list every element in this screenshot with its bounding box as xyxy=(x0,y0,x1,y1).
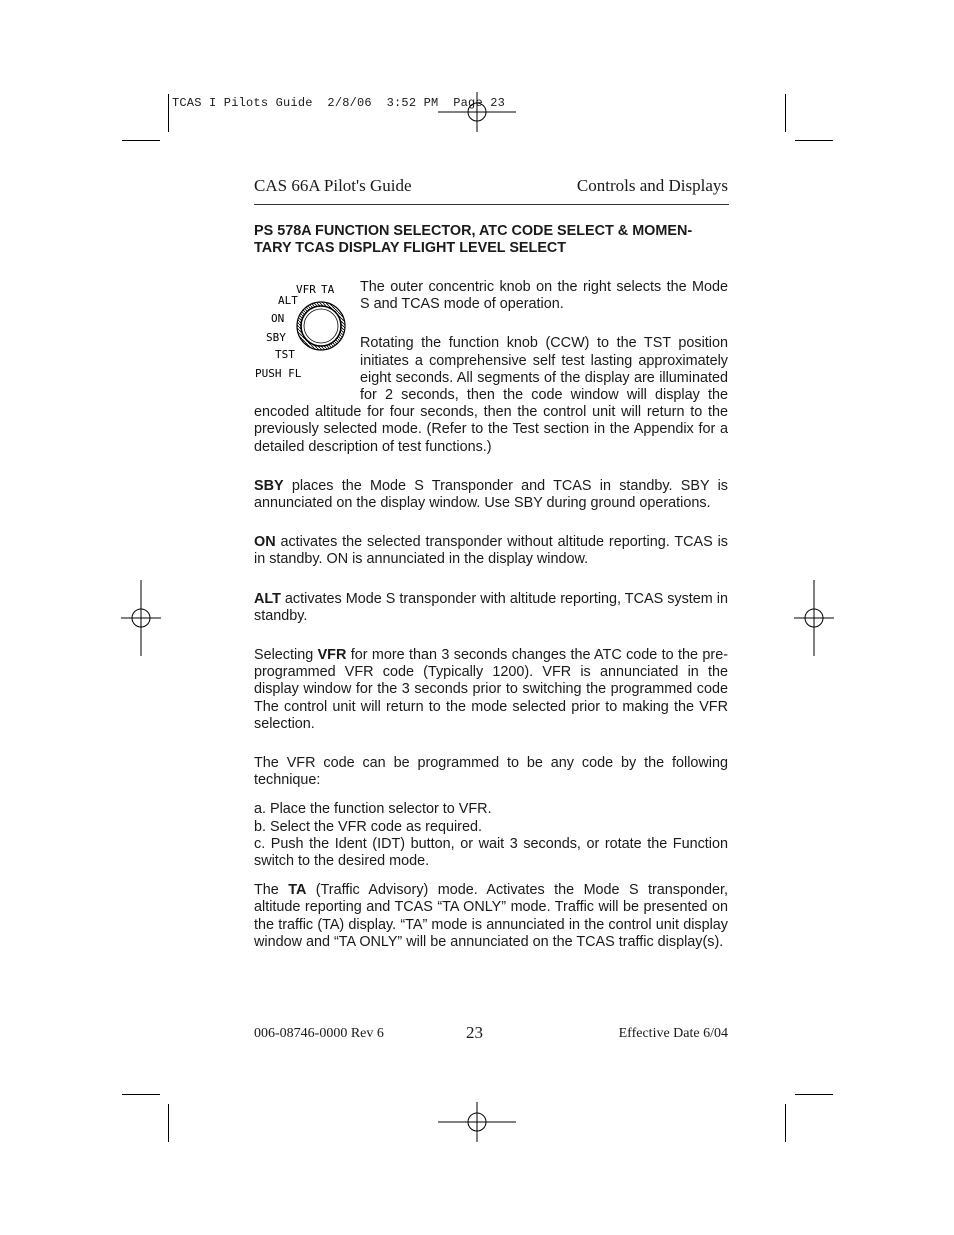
paragraph-alt xyxy=(254,591,728,625)
paragraph-sby xyxy=(254,478,728,512)
term-ta: TA xyxy=(288,882,307,899)
paragraph-on xyxy=(254,534,728,568)
text-ta: (Traffic Advisory) mode. Activates the Mode S transponder, altitude reporting and TCAS “TA ONLY” mode. Traffic will be presented on the traffic (TA) display. “TA” mode is annunciated in the control unit display window and “TA ONLY” will be annunciated on the TCAS traffic display(s). xyxy=(254,882,728,950)
body-content xyxy=(254,279,728,951)
function-selector-knob-icon xyxy=(254,279,355,389)
knob-label-sby: SBY xyxy=(266,331,286,344)
footer-doc-number: 006-08746-0000 Rev 6 xyxy=(254,1026,384,1041)
crop-mark xyxy=(168,94,169,132)
section-title-line: PS 578A FUNCTION SELECTOR, ATC CODE SELECT & MOMEN- xyxy=(254,223,693,239)
crop-mark xyxy=(795,1094,833,1095)
step-b: b. Select the VFR code as required. xyxy=(254,818,482,835)
knob-label-on: ON xyxy=(271,312,285,325)
crop-mark xyxy=(122,1094,160,1095)
registration-mark-icon xyxy=(438,1102,516,1142)
registration-mark-icon xyxy=(794,580,834,656)
print-slug: TCAS I Pilots Guide 2/8/06 3:52 PM Page 23 xyxy=(172,96,506,110)
text-on: activates the selected transponder without altitude reporting. TCAS is in standby. ON is annunciated in the display window. xyxy=(254,534,728,568)
registration-mark-icon xyxy=(121,580,161,656)
paragraph-knob-intro: The outer concentric knob on the right selects the Mode S and TCAS mode of operation. xyxy=(360,279,728,313)
knob-label-push-fl: PUSH FL xyxy=(255,367,302,380)
term-alt: ALT xyxy=(254,590,281,607)
section-title xyxy=(254,223,729,257)
text-alt: activates Mode S transponder with altitude reporting, TCAS system in standby. xyxy=(254,590,728,624)
paragraph-ta xyxy=(254,882,728,951)
header-title: CAS 66A Pilot's Guide xyxy=(254,176,412,195)
crop-mark xyxy=(168,1104,169,1142)
text-sby: places the Mode S Transponder and TCAS in standby. SBY is annunciated on the display window. Use SBY during ground operations. xyxy=(254,477,728,512)
term-sby: SBY xyxy=(254,477,284,494)
term-on: ON xyxy=(254,534,276,551)
paragraph-vfr xyxy=(254,647,728,733)
registration-mark-icon xyxy=(438,92,516,132)
function-selector-figure xyxy=(254,279,355,389)
crop-mark xyxy=(785,94,786,132)
header-section: Controls and Displays xyxy=(576,176,728,195)
crop-mark xyxy=(122,140,160,141)
text-vfr-pre: Selecting xyxy=(254,647,318,664)
paragraph-test: Rotating the function knob (CCW) to the TST position initiates a comprehensive self test lasting approximately eight seconds. All segments of the display are illuminated for 2 seconds, then the code window will display the encoded altitude for four seconds, then the control unit will return to the previously selected mode. (Refer to the Test section in the Appendix for a detailed description of test functions.) xyxy=(254,335,728,455)
knob-label-vfr: VFR xyxy=(296,283,316,296)
knob-label-alt: ALT xyxy=(278,294,298,307)
text-vfr: for more than 3 seconds changes the ATC code to the pre-programmed VFR code (Typically 1200). VFR is annunciated in the display window for the 3 seconds prior to switching the programmed code The control unit will return to the mode selected prior to making the VFR selection. xyxy=(254,647,728,732)
knob-label-ta: TA xyxy=(321,283,335,296)
knob-label-tst: TST xyxy=(275,348,295,361)
section-title-line: TARY TCAS DISPLAY FLIGHT LEVEL SELECT xyxy=(254,240,567,256)
step-c: c. Push the Ident (IDT) button, or wait 3 seconds, or rotate the Function switch to the desired mode. xyxy=(254,835,728,870)
crop-mark xyxy=(795,140,833,141)
term-vfr: VFR xyxy=(317,647,347,664)
header-rule xyxy=(254,204,729,205)
crop-mark xyxy=(785,1104,786,1142)
text-ta-pre: The xyxy=(254,882,289,899)
page-number: 23 xyxy=(466,1023,483,1042)
step-a: a. Place the function selector to VFR. xyxy=(254,801,492,818)
paragraph-vfr-code: The VFR code can be programmed to be any code by the following technique: xyxy=(254,755,728,789)
footer-effective-date: Effective Date 6/04 xyxy=(618,1026,728,1041)
